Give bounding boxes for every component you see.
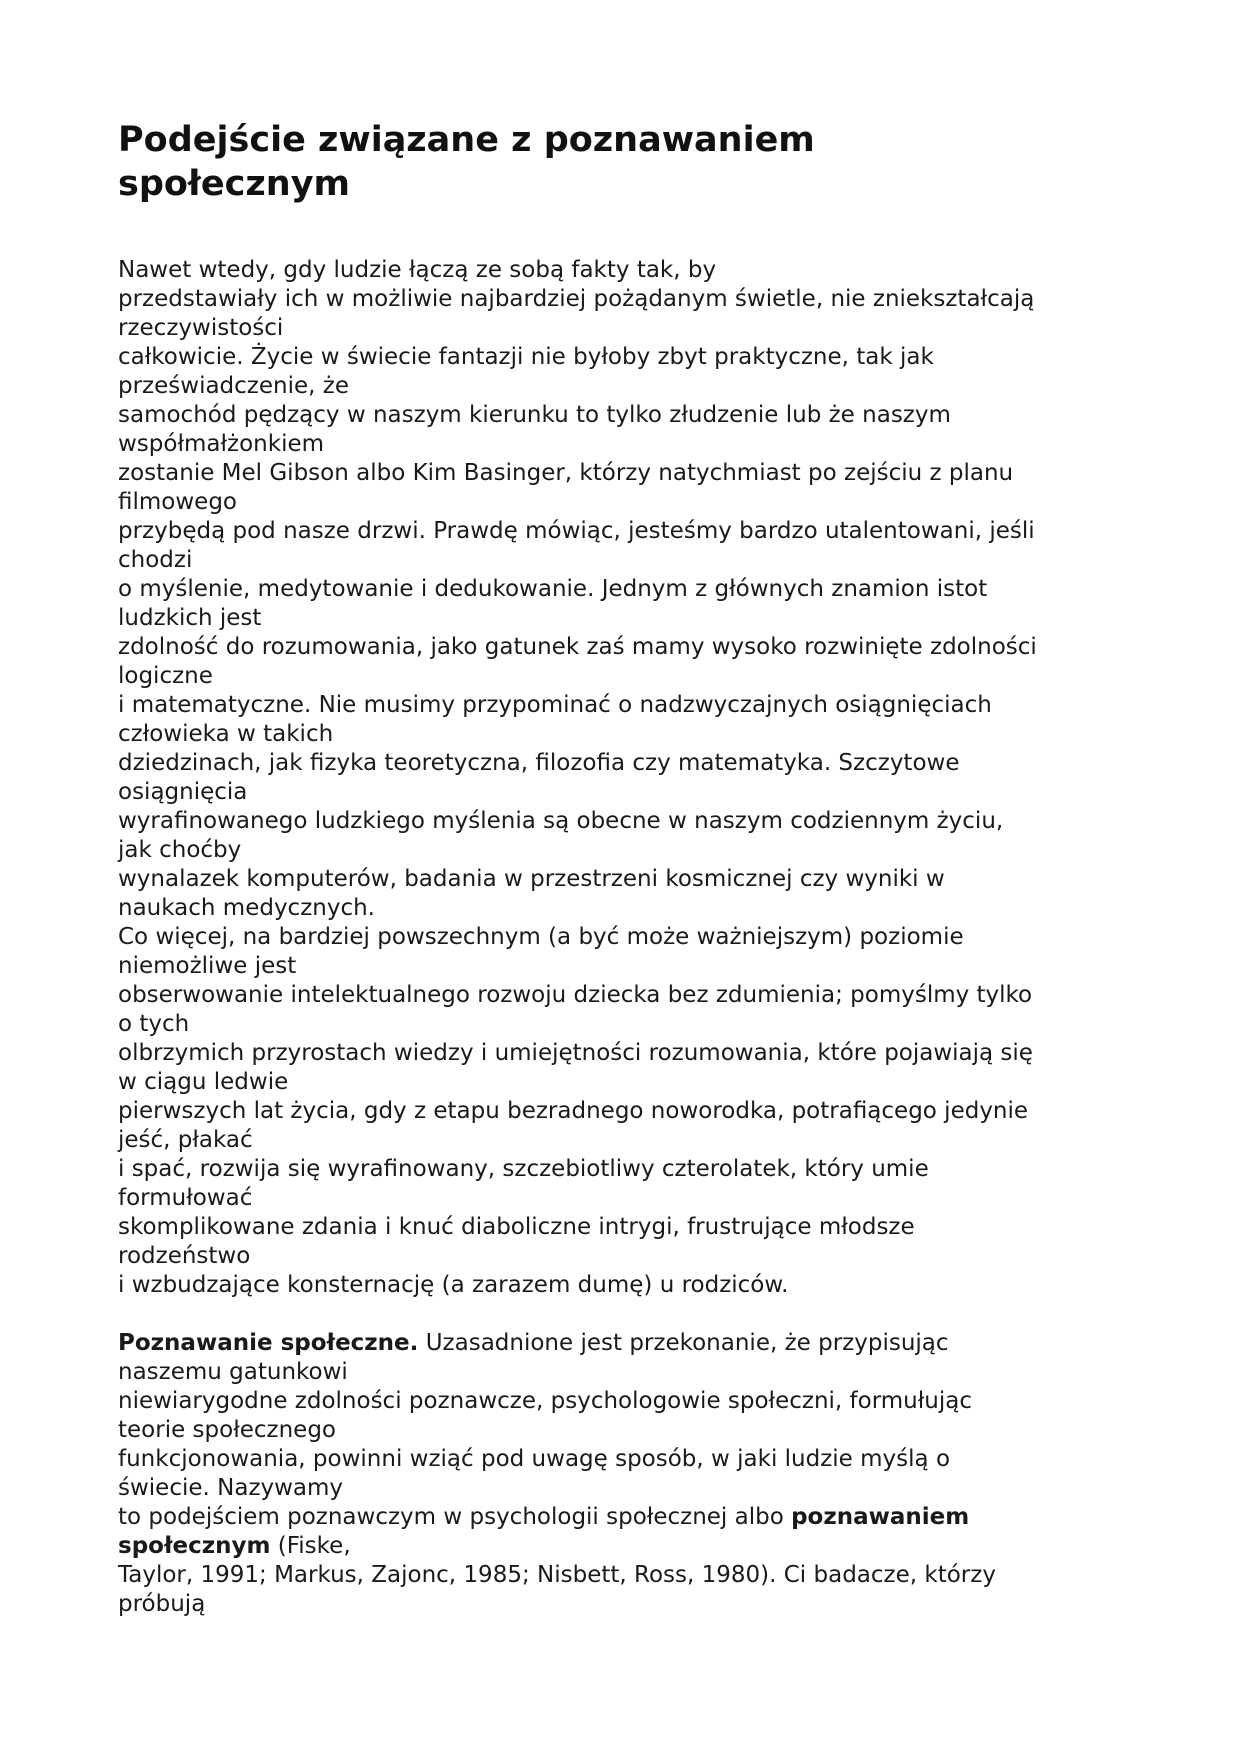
text-line: wyrafinowanego ludzkiego myślenia są obecne w naszym codziennym życiu,: [118, 808, 1004, 834]
text-line: niemożliwe jest: [118, 953, 297, 979]
text-line: zostanie Mel Gibson albo Kim Basinger, którzy natychmiast po zejściu z planu: [118, 460, 1014, 486]
bold-term: społecznym: [118, 1533, 271, 1559]
text-line: i matematyczne. Nie musimy przypominać o nadzwyczajnych osiągnięciach: [118, 692, 992, 718]
text-line: próbują: [118, 1591, 206, 1617]
text-line: przeświadczenie, że: [118, 373, 349, 399]
text-line: w ciągu ledwie: [118, 1069, 289, 1095]
text-line: o tych: [118, 1011, 190, 1037]
text-line: jeść, płakać: [118, 1127, 253, 1153]
text-line: niewiarygodne zdolności poznawcze, psychologowie społeczni, formułując: [118, 1388, 972, 1414]
text-line: całkowicie. Życie w świecie fantazji nie byłoby zbyt praktyczne, tak jak: [118, 344, 934, 370]
text-line: formułować: [118, 1185, 253, 1211]
text-line: Taylor, 1991; Markus, Zajonc, 1985; Nisbett, Ross, 1980). Ci badacze, którzy: [118, 1562, 996, 1588]
document-page: [118, 118, 1128, 1619]
text-line: samochód pędzący w naszym kierunku to tylko złudzenie lub że naszym: [118, 402, 951, 428]
text-line: wynalazek komputerów, badania w przestrzeni kosmicznej czy wyniki w: [118, 866, 945, 892]
text-line: i spać, rozwija się wyrafinowany, szczebiotliwy czterolatek, który umie: [118, 1156, 929, 1182]
text-line: świecie. Nazywamy: [118, 1475, 344, 1501]
text-line: skomplikowane zdania i knuć diaboliczne intrygi, frustrujące młodsze: [118, 1214, 915, 1240]
title-line: Podejście związane z poznawaniem: [118, 120, 815, 160]
text-line: dziedzinach, jak fizyka teoretyczna, filozofia czy matematyka. Szczytowe: [118, 750, 960, 776]
text-line: olbrzymich przyrostach wiedzy i umiejętności rozumowania, które pojawiają się: [118, 1040, 1033, 1066]
text-line: naszemu gatunkowi: [118, 1359, 348, 1385]
text-line: naukach medycznych.: [118, 895, 375, 921]
paragraph-social-cognition: [118, 1329, 1128, 1619]
text-line: o myślenie, medytowanie i dedukowanie. Jednym z głównych znamion istot: [118, 576, 988, 602]
text-line: [118, 1329, 1128, 1358]
text-run: to podejściem poznawczym w psychologii społecznej albo: [118, 1504, 792, 1530]
text-line: obserwowanie intelektualnego rozwoju dziecka bez zdumienia; pomyślmy tylko: [118, 982, 1033, 1008]
text-line: Nawet wtedy, gdy ludzie łączą ze sobą fakty tak, by: [118, 257, 717, 283]
text-line: przybędą pod nasze drzwi. Prawdę mówiąc, jesteśmy bardzo utalentowani, jeśli: [118, 518, 1035, 544]
document-title: [118, 118, 1128, 206]
text-line: Co więcej, na bardziej powszechnym (a być może ważniejszym) poziomie: [118, 924, 964, 950]
text-line: teorie społecznego: [118, 1417, 337, 1443]
paragraph-intro: [118, 256, 1128, 1300]
text-line: jak choćby: [118, 837, 242, 863]
text-line: rzeczywistości: [118, 315, 284, 341]
text-line: logiczne: [118, 663, 213, 689]
text-line: [118, 1503, 1128, 1532]
text-line: filmowego: [118, 489, 237, 515]
text-line: przedstawiały ich w możliwie najbardziej pożądanym świetle, nie zniekształcają: [118, 286, 1035, 312]
bold-term: poznawaniem: [791, 1504, 970, 1530]
title-line: społecznym: [118, 164, 350, 204]
text-line: człowieka w takich: [118, 721, 334, 747]
text-run: Uzasadnione jest przekonanie, że przypisując: [418, 1330, 949, 1356]
paragraph-gap: [118, 1300, 1128, 1329]
text-line: zdolność do rozumowania, jako gatunek zaś mamy wysoko rozwinięte zdolności: [118, 634, 1037, 660]
bold-term: Poznawanie społeczne.: [118, 1330, 419, 1356]
text-line: ludzkich jest: [118, 605, 262, 631]
text-line: pierwszych lat życia, gdy z etapu bezradnego noworodka, potrafiącego jedynie: [118, 1098, 1029, 1124]
text-line: rodzeństwo: [118, 1243, 251, 1269]
text-run: (Fiske,: [270, 1533, 351, 1559]
text-line: współmałżonkiem: [118, 431, 325, 457]
text-line: osiągnięcia: [118, 779, 248, 805]
text-line: chodzi: [118, 547, 193, 573]
text-line: funkcjonowania, powinni wziąć pod uwagę sposób, w jaki ludzie myślą o: [118, 1446, 951, 1472]
text-line: i wzbudzające konsternację (a zarazem dumę) u rodziców.: [118, 1272, 789, 1298]
text-line: [118, 1532, 1128, 1561]
